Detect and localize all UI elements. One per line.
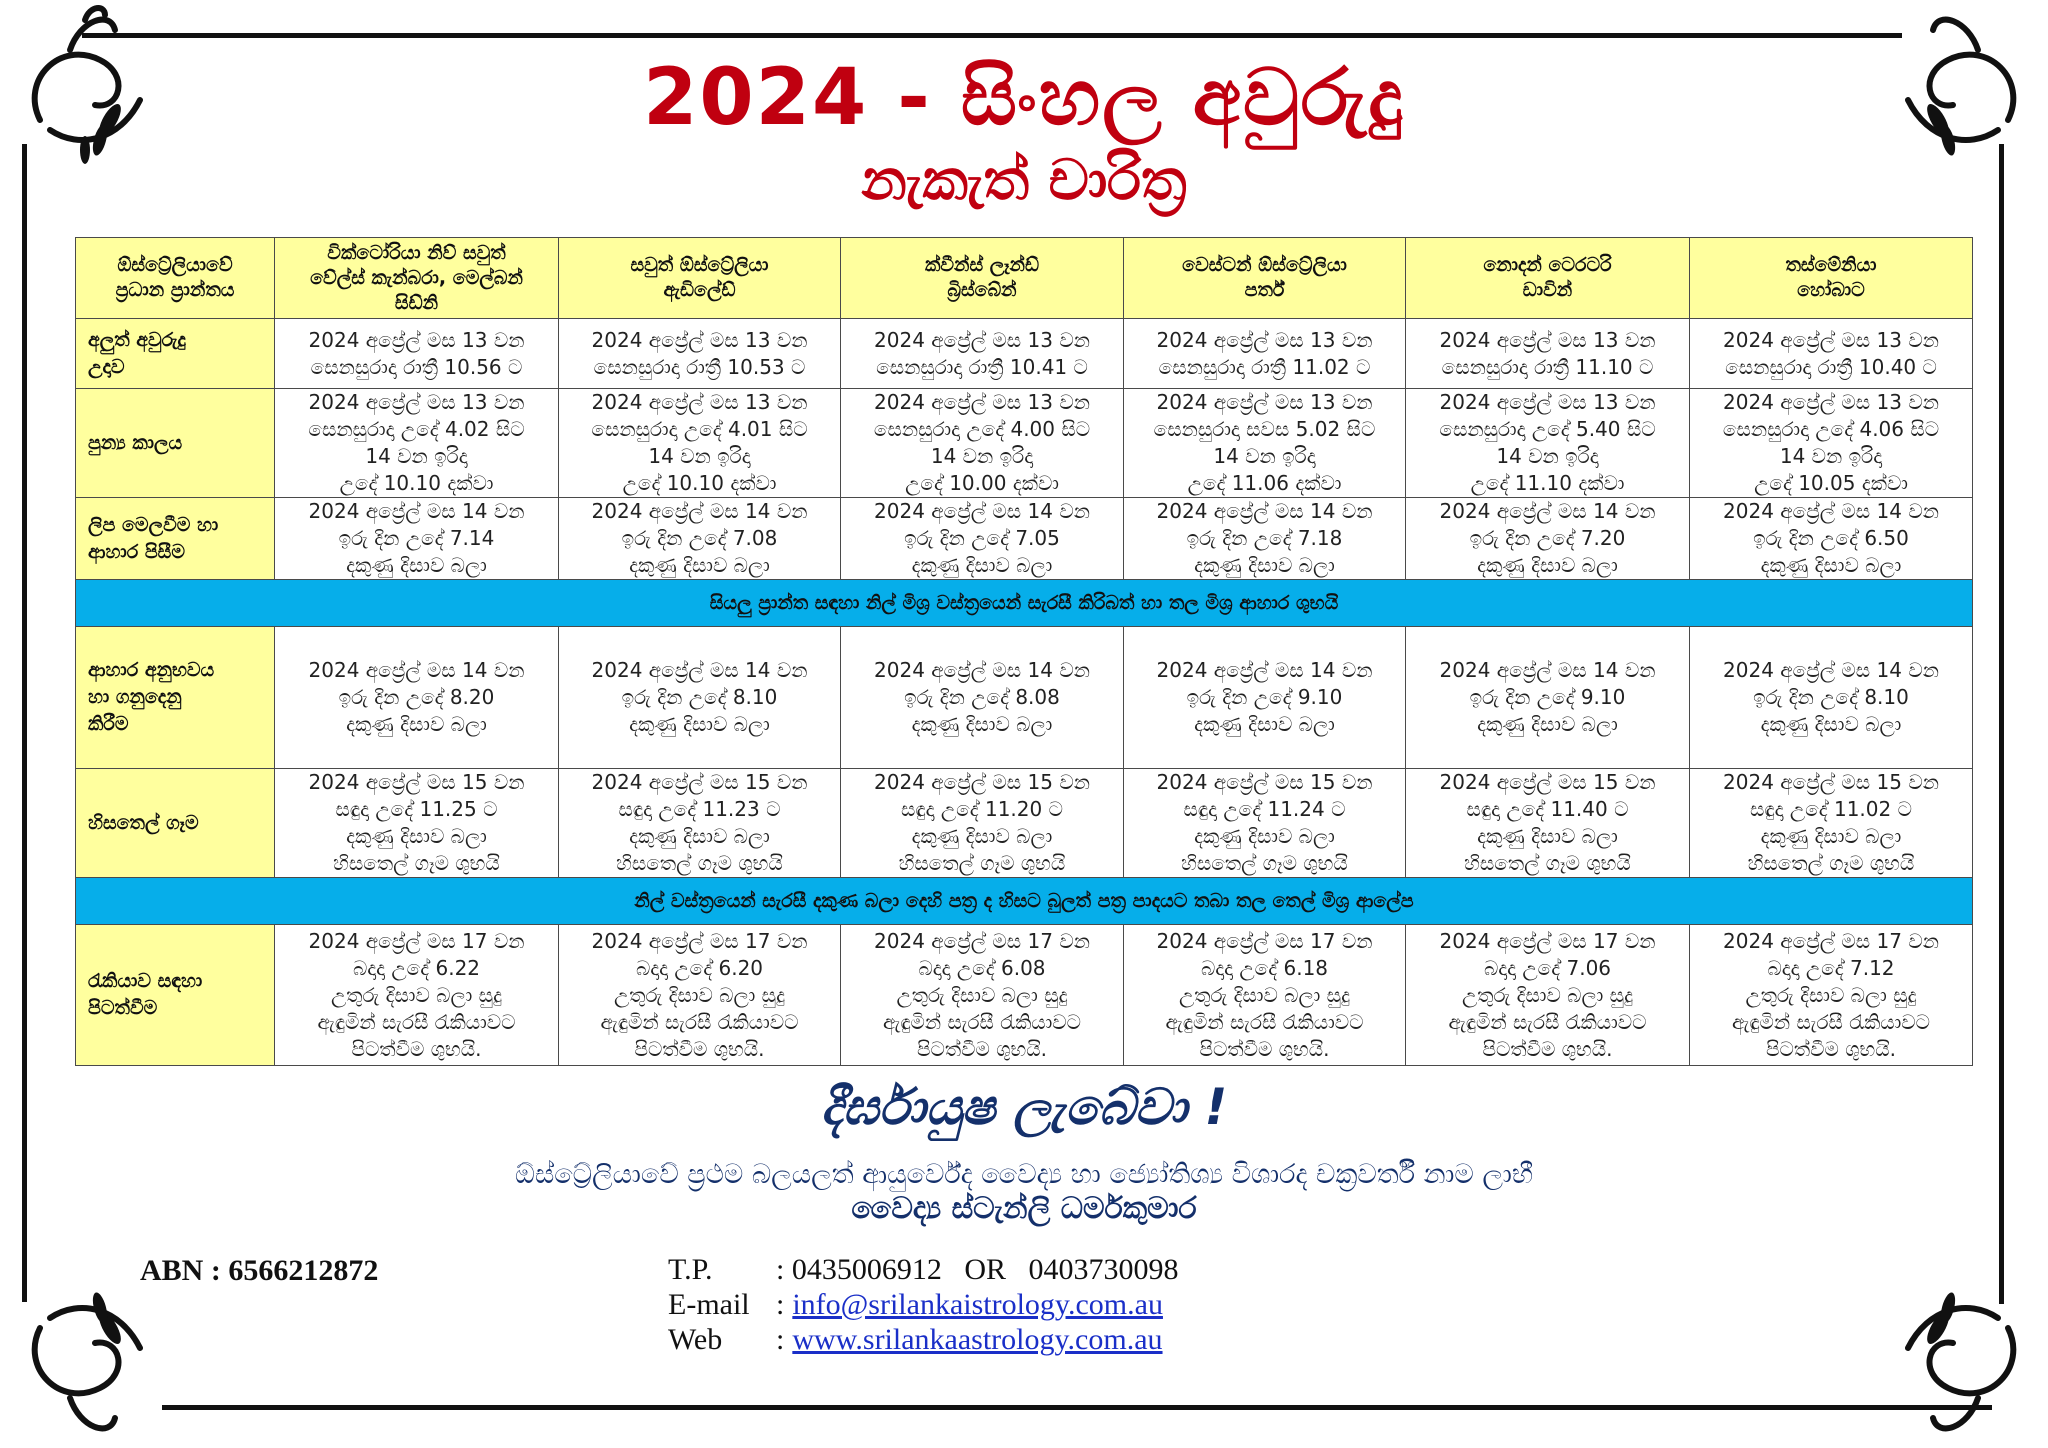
table-cell: 2024 අප්‍රේල් මස 13 වන සෙනසුරාදා රාත්‍රී 11.10 ට xyxy=(1406,319,1690,389)
row-label-cell: පුන්‍ය කාලය xyxy=(76,389,275,498)
column-header-western-australia: වෙස්ටන් ඕස්ට්‍රේලියා පර්ත් xyxy=(1124,238,1406,319)
table-row xyxy=(76,627,1973,769)
row-label-cell: හිසතෙල් ගෑම xyxy=(76,769,275,878)
table-cell: 2024 අප්‍රේල් මස 14 වන ඉරු දින උදේ 7.14 දකුණු දිසාව බලා xyxy=(275,498,559,580)
corner-header-cell: ඕස්ට්‍රේලියාවේ ප්‍රධාන ප්‍රාන්තය xyxy=(76,238,275,319)
table-cell: 2024 අප්‍රේල් මස 14 වන ඉරු දින උදේ 8.10 දකුණු දිසාව බලා xyxy=(559,627,841,769)
table-cell: 2024 අප්‍රේල් මස 14 වන ඉරු දින උදේ 9.10 දකුණු දිසාව බලා xyxy=(1406,627,1690,769)
table-cell: 2024 අප්‍රේල් මස 14 වන ඉරු දින උදේ 7.05 දකුණු දිසාව බලා xyxy=(841,498,1124,580)
table-cell: 2024 අප්‍රේල් මස 13 වන සෙනසුරාදා උදේ 4.00 සිට 14 වන ඉරිදා උදේ 10.00 දක්වා xyxy=(841,389,1124,498)
table-cell: 2024 අප්‍රේල් මස 14 වන ඉරු දින උදේ 8.20 දකුණු දිසාව බලා xyxy=(275,627,559,769)
table-cell: 2024 අප්‍රේල් මස 14 වන ඉරු දින උදේ 6.50 දකුණු දිසාව බලා xyxy=(1690,498,1973,580)
email-row: E-mail : info@srilankaistrology.com.au xyxy=(668,1288,1163,1321)
contact-block xyxy=(668,1252,1179,1357)
column-header-vic-nsw: වික්ටෝරියා නිව් සවුත් වේල්ස් කැන්බරා, මෙල්බන් සිඩ්නි xyxy=(275,238,559,319)
table-cell: 2024 අප්‍රේල් මස 14 වන ඉරු දින උදේ 7.08 දකුණු දිසාව බලා xyxy=(559,498,841,580)
table-cell: 2024 අප්‍රේල් මස 15 වන සඳුදා උදේ 11.02 ට දකුණු දිසාව බලා හිසතෙල් ගෑම ශුභයි xyxy=(1690,769,1973,878)
frame-top-line xyxy=(82,33,1902,38)
web-link[interactable]: www.srilankaastrology.com.au xyxy=(792,1323,1163,1356)
phone-value: : 0435006912 OR 0403730098 xyxy=(776,1253,1179,1286)
table-cell: 2024 අප්‍රේල් මස 15 වන සඳුදා උදේ 11.20 ට දකුණු දිසාව බලා හිසතෙල් ගෑම ශුභයි xyxy=(841,769,1124,878)
column-header-northern-territory: නොදන් ටෙරටරි ඩාවින් xyxy=(1406,238,1690,319)
table-cell: 2024 අප්‍රේල් මස 17 වන බදාදා උදේ 6.20 උතුරු දිසාව බලා සුදු ඇඳුමින් සැරසී රැකියාවට පිටත්වීම ශුභයි. xyxy=(559,925,841,1066)
table-cell: 2024 අප්‍රේල් මස 13 වන සෙනසුරාදා රාත්‍රී 10.40 ට xyxy=(1690,319,1973,389)
email-label: E-mail xyxy=(668,1288,750,1321)
table-row xyxy=(76,769,1973,878)
flourish-corner-bottom-right-icon xyxy=(1828,1238,2038,1448)
web-label: Web xyxy=(668,1323,723,1356)
abn-number: ABN : 6566212872 xyxy=(140,1254,379,1287)
table-cell: 2024 අප්‍රේල් මස 13 වන සෙනසුරාදා රාත්‍රී 10.53 ට xyxy=(559,319,841,389)
page-subtitle: නැකැත් චාරිත්‍ර xyxy=(861,148,1187,213)
table-cell: 2024 අප්‍රේල් මස 14 වන ඉරු දින උදේ 8.10 දකුණු දිසාව බලා xyxy=(1690,627,1973,769)
table-cell: 2024 අප්‍රේල් මස 13 වන සෙනසුරාදා රාත්‍රී 11.02 ට xyxy=(1124,319,1406,389)
column-header-tasmania: තස්මේනියා හෝබාට xyxy=(1690,238,1973,319)
table-cell: 2024 අප්‍රේල් මස 13 වන සෙනසුරාදා උදේ 5.40 සිට 14 වන ඉරිදා උදේ 11.10 දක්වා xyxy=(1406,389,1690,498)
table-header-row xyxy=(76,238,1973,319)
band-note-1: සියලු ප්‍රාන්ත සඳහා නිල් මිශ්‍ර වස්ත්‍රයෙන් සැරසී කිරිබත් හා තල මිශ්‍ර ආහාර ශුභයි xyxy=(76,580,1973,627)
row-label-cell: රැකියාව සඳහා පිටත්වීම xyxy=(76,925,275,1066)
table-row xyxy=(76,389,1973,498)
band-row-1 xyxy=(76,580,1973,627)
blessing-text: දීර්ඝායුෂ ලැබේවා ! xyxy=(820,1078,1228,1136)
column-header-queensland: ක්වීන්ස් ලෑන්ඩ් බ්‍රිස්බේන් xyxy=(841,238,1124,319)
table-cell: 2024 අප්‍රේල් මස 17 වන බදාදා උදේ 7.12 උතුරු දිසාව බලා සුදු ඇඳුමින් සැරසී රැකියාවට පිටත්වීම ශුභයි. xyxy=(1690,925,1973,1066)
nakath-table xyxy=(75,237,1973,1066)
table-cell: 2024 අප්‍රේල් මස 13 වන සෙනසුරාදා රාත්‍රී 10.41 ට xyxy=(841,319,1124,389)
table-cell: 2024 අප්‍රේල් මස 13 වන සෙනසුරාදා උදේ 4.06 සිට 14 වන ඉරිදා උදේ 10.05 දක්වා xyxy=(1690,389,1973,498)
frame-bottom-line xyxy=(162,1405,1992,1410)
band-row-2 xyxy=(76,878,1973,925)
table-cell: 2024 අප්‍රේල් මස 14 වන ඉරු දින උදේ 8.08 දකුණු දිසාව බලා xyxy=(841,627,1124,769)
web-row: Web : www.srilankaastrology.com.au xyxy=(668,1323,1163,1356)
credit-name: වෛද්‍ය ස්ටැන්ලි ධර්මකුමාර xyxy=(851,1191,1197,1226)
table-cell: 2024 අප්‍රේල් මස 15 වන සඳුදා උදේ 11.23 ට දකුණු දිසාව බලා හිසතෙල් ගෑම ශුභයි xyxy=(559,769,841,878)
page-title: 2024 - සිංහල අවුරුදු xyxy=(643,53,1405,143)
table-cell: 2024 අප්‍රේල් මස 13 වන සෙනසුරාදා රාත්‍රී 10.56 ට xyxy=(275,319,559,389)
credit-block xyxy=(0,1158,2048,1226)
table-cell: 2024 අප්‍රේල් මස 17 වන බදාදා උදේ 6.18 උතුරු දිසාව බලා සුදු ඇඳුමින් සැරසී රැකියාවට පිටත්වීම ශුභයි. xyxy=(1124,925,1406,1066)
credit-line: ඕස්ට්‍රේලියාවේ ප්‍රථම බලයලත් ආයුර්වේද වෛද්‍ය හා ජ්‍යෝතිශ්‍ය විශාරද චක්‍රවර්තී නාම ලාභී xyxy=(514,1159,1534,1190)
table-cell: 2024 අප්‍රේල් මස 13 වන සෙනසුරාදා උදේ 4.01 සිට 14 වන ඉරිදා උදේ 10.10 දක්වා xyxy=(559,389,841,498)
table-cell: 2024 අප්‍රේල් මස 13 වන සෙනසුරාදා උදේ 4.02 සිට 14 වන ඉරිදා උදේ 10.10 දක්වා xyxy=(275,389,559,498)
table-row xyxy=(76,498,1973,580)
column-header-south-australia: සවුත් ඕස්ට්‍රේලියා ඇඩිලේඩ් xyxy=(559,238,841,319)
table-cell: 2024 අප්‍රේල් මස 17 වන බදාදා උදේ 7.06 උතුරු දිසාව බලා සුදු ඇඳුමින් සැරසී රැකියාවට පිටත්වීම ශුභයි. xyxy=(1406,925,1690,1066)
table-cell: 2024 අප්‍රේල් මස 17 වන බදාදා උදේ 6.08 උතුරු දිසාව බලා සුදු ඇඳුමින් සැරසී රැකියාවට පිටත්වීම ශුභයි. xyxy=(841,925,1124,1066)
table-cell: 2024 අප්‍රේල් මස 15 වන සඳුදා උදේ 11.24 ට දකුණු දිසාව බලා හිසතෙල් ගෑම ශුභයි xyxy=(1124,769,1406,878)
band-note-2: නිල් වස්ත්‍රයෙන් සැරසී දකුණ බලා දෙහි පත්‍ර ද හිසට බුලත් පත්‍ර පාදයට තබා තල තෙල් මිශ්‍ර ආලේප xyxy=(76,878,1973,925)
table-cell: 2024 අප්‍රේල් මස 14 වන ඉරු දින උදේ 9.10 දකුණු දිසාව බලා xyxy=(1124,627,1406,769)
table-cell: 2024 අප්‍රේල් මස 15 වන සඳුදා උදේ 11.40 ට දකුණු දිසාව බලා හිසතෙල් ගෑම ශුභයි xyxy=(1406,769,1690,878)
table-cell: 2024 අප්‍රේල් මස 17 වන බදාදා උදේ 6.22 උතුරු දිසාව බලා සුදු ඇඳුමින් සැරසී රැකියාවට පිටත්වීම ශුභයි. xyxy=(275,925,559,1066)
row-label-cell: ලිප මෙලවීම හා ආහාර පිසීම xyxy=(76,498,275,580)
table-cell: 2024 අප්‍රේල් මස 14 වන ඉරු දින උදේ 7.20 දකුණු දිසාව බලා xyxy=(1406,498,1690,580)
table-cell: 2024 අප්‍රේල් මස 15 වන සඳුදා උදේ 11.25 ට දකුණු දිසාව බලා හිසතෙල් ගෑම ශුභයි xyxy=(275,769,559,878)
table-row xyxy=(76,319,1973,389)
phone-label: T.P. xyxy=(668,1253,713,1286)
table-cell: 2024 අප්‍රේල් මස 14 වන ඉරු දින උදේ 7.18 දකුණු දිසාව බලා xyxy=(1124,498,1406,580)
row-label-cell: ආහාර අනුභවය හා ගනුදෙනු කිරීම xyxy=(76,627,275,769)
table-row xyxy=(76,925,1973,1066)
phone-row xyxy=(668,1252,1179,1287)
row-label-cell: අලුත් අවුරුදු උදාව xyxy=(76,319,275,389)
table-cell: 2024 අප්‍රේල් මස 13 වන සෙනසුරාදා සවස 5.02 සිට 14 වන ඉරිදා උදේ 11.06 දක්වා xyxy=(1124,389,1406,498)
email-link[interactable]: info@srilankaistrology.com.au xyxy=(792,1288,1163,1321)
